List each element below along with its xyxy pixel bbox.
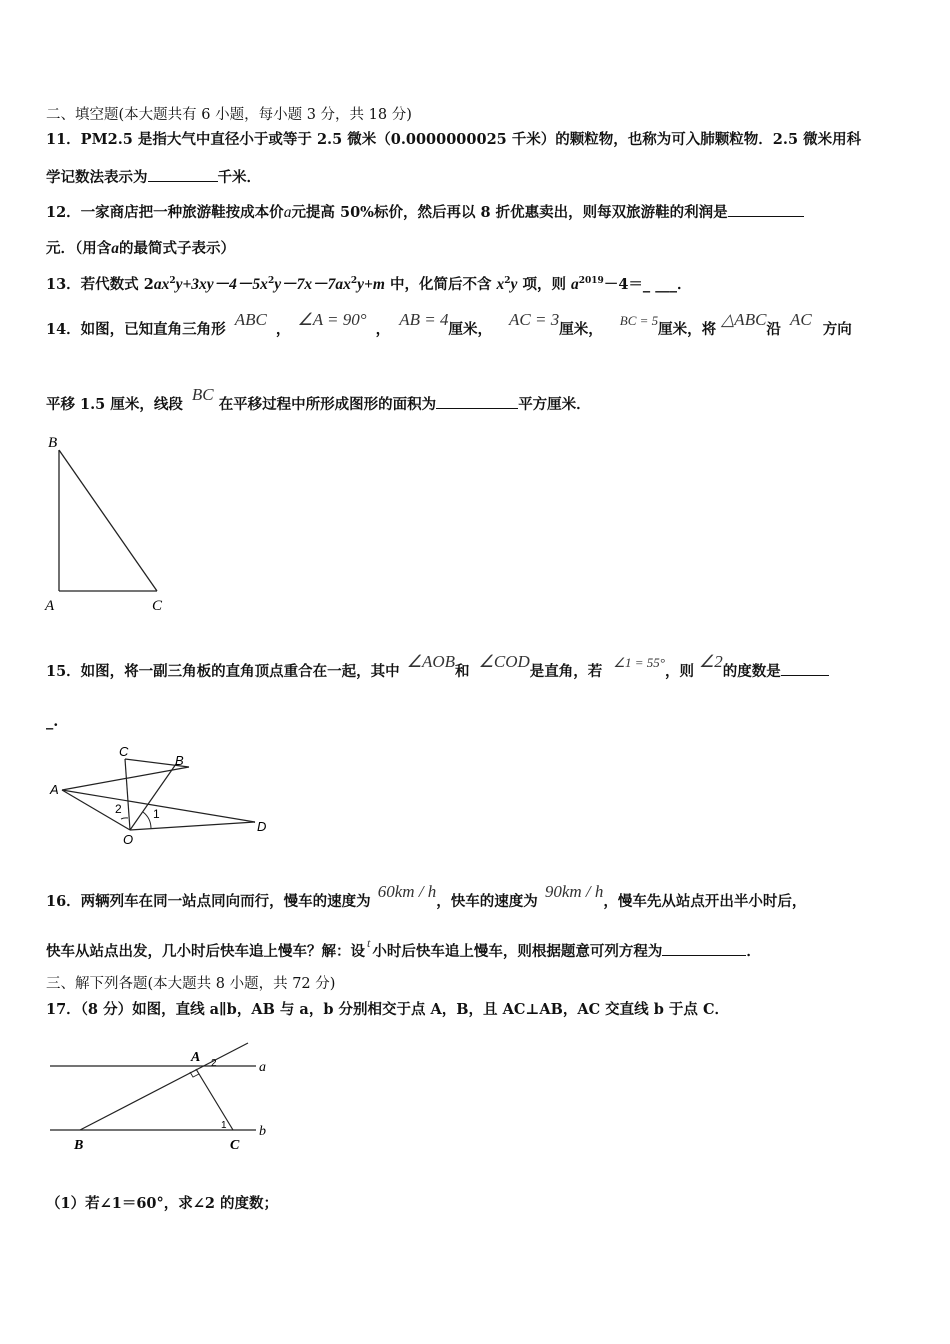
q13-y: y xyxy=(510,276,518,293)
q14-label-a: A xyxy=(45,598,55,614)
q11-unit: 千米． xyxy=(217,169,261,186)
q13-pow: 2019 xyxy=(578,276,604,287)
q12-answer-blank[interactable] xyxy=(728,202,804,217)
question-15-line2: _. xyxy=(46,713,59,730)
q14-along: 沿 xyxy=(766,321,781,338)
q16-speed-fast: 90km / h xyxy=(544,882,604,901)
q15-ray-oc xyxy=(125,759,130,830)
q15-answer-blank[interactable] xyxy=(781,661,829,676)
q11-text: 学记数法表示为 xyxy=(46,169,148,186)
q13-sup: 2 xyxy=(504,276,511,287)
q15-tail: 的度数是 xyxy=(722,663,781,680)
q13-expr1: ax xyxy=(153,276,170,293)
question-15-line1 xyxy=(46,652,829,681)
q16-text-b: 小时后快车追上慢车，则根据题意可列方程为 xyxy=(372,943,663,960)
q12-var-a2: a xyxy=(111,240,119,257)
q15-then: ，则 xyxy=(664,663,694,680)
q13-tail: 项，则 xyxy=(517,276,572,293)
q14-text-c: 平方厘米． xyxy=(518,396,591,413)
question-13 xyxy=(46,272,691,294)
q11-answer-blank[interactable] xyxy=(148,167,218,182)
q17-label-point-c: C xyxy=(230,1138,240,1153)
question-16-line1 xyxy=(46,882,807,911)
question-17-part-1: （1）若∠1＝60°，求∠2 的度数； xyxy=(46,1195,279,1212)
q16-tail: ，慢车先从站点开出半小时后， xyxy=(603,893,807,910)
q14-label-b: B xyxy=(48,435,58,451)
q17-label-angle-2: 2 xyxy=(211,1058,217,1069)
q14-triangle2: △ABC xyxy=(721,310,767,329)
q14-text-b: 在平移过程中所形成图形的面积为 xyxy=(218,396,437,413)
q13-end: －4＝_ ___． xyxy=(603,276,692,293)
q15-label-o: O xyxy=(123,832,134,847)
q13-middle: 中，化简后不含 xyxy=(384,276,497,293)
q14-triangle: ABC xyxy=(234,310,267,329)
q12-text-a: 12．一家商店把一种旅游鞋按成本价 xyxy=(46,204,284,221)
q15-label-2: 2 xyxy=(115,802,122,816)
q15-angle-2: ∠2 xyxy=(699,652,723,671)
q15-arc-2 xyxy=(121,818,128,819)
q14-text-a: 平移 1.5 厘米，线段 xyxy=(46,396,183,413)
q13-a: a xyxy=(571,276,579,293)
q12-text-c: 元．（用含 xyxy=(46,240,112,257)
q16-mid: ，快车的速度为 xyxy=(436,893,538,910)
q17-label-angle-1: 1 xyxy=(221,1120,227,1131)
section-heading-fill-blank: 二、填空题(本大题共有 6 小题，每小题 3 分，共 18 分) xyxy=(46,107,412,123)
q15-angle-cod: ∠COD xyxy=(478,652,530,671)
q14-answer-blank[interactable] xyxy=(436,394,518,409)
q14-unit-ab: 厘米， xyxy=(448,321,492,338)
question-11-line2 xyxy=(46,166,261,187)
q14-unit-bc: 厘米，将 xyxy=(658,321,717,338)
q17-label-line-a: a xyxy=(259,1060,266,1075)
q13-expr3: y－7x－7ax xyxy=(274,276,351,293)
section-heading-solve: 三、解下列各题(本大题共 8 小题，共 72 分) xyxy=(46,976,336,992)
q12-var-a: a xyxy=(283,204,292,221)
q15-and: 和 xyxy=(455,663,470,680)
q14-comma: ， xyxy=(275,321,291,338)
q13-expr2: y+3xy－4－5x xyxy=(175,276,268,293)
q16-answer-blank[interactable] xyxy=(662,941,746,956)
question-16-line2 xyxy=(46,936,761,961)
q15-angle-1: ∠1 = 55° xyxy=(613,655,665,670)
q15-angle-aob: ∠AOB xyxy=(406,652,456,671)
q14-ac: AC = 3 xyxy=(509,310,560,329)
q14-prefix: 14．如图，已知直角三角形 xyxy=(46,321,226,338)
q13-sup: 2 xyxy=(350,276,358,287)
q16-speed-slow: 60km / h xyxy=(377,882,437,901)
q14-unit-ac: 厘米， xyxy=(559,321,603,338)
q12-text-b: 元提高 50%标价，然后再以 8 折优惠卖出，则每双旅游鞋的利润是 xyxy=(291,204,728,221)
q14-bc2: BC xyxy=(191,385,214,404)
q15-prefix: 15．如图，将一副三角板的直角顶点重合在一起，其中 xyxy=(46,663,400,680)
q15-label-b: B xyxy=(175,753,184,768)
question-17: 17．（8 分）如图，直线 a∥b，AB 与 a，b 分别相交于点 A，B，且 AC⊥AB，AC 交直线 b 于点 C． xyxy=(46,1001,729,1018)
q17-label-line-b: b xyxy=(259,1124,266,1139)
question-14-line1 xyxy=(46,310,852,339)
q12-text-d: 的最简式子表示） xyxy=(119,240,235,257)
q15-label-d: D xyxy=(257,819,267,834)
q13-sup: 2 xyxy=(169,276,176,287)
q14-ab: AB = 4 xyxy=(399,310,449,329)
q14-angle-a: ∠A = 90° xyxy=(297,310,367,329)
q17-label-point-b: B xyxy=(74,1138,84,1153)
question-12-line1 xyxy=(46,201,804,222)
q15-mid: 是直角，若 xyxy=(529,663,603,680)
q16-text-c: ． xyxy=(746,943,761,960)
question-14-line2 xyxy=(46,385,591,414)
question-11-line1: 11．PM2.5 是指大气中直径小于或等于 2.5 微米（0.0000000025 千米）的颗粒物，也称为可入肺颗粒物．2.5 微米用科 xyxy=(46,131,862,148)
q17-label-point-a: A xyxy=(191,1050,201,1065)
q16-text-a: 快车从站点出发，几小时后快车追上慢车？解：设 xyxy=(46,943,365,960)
q15-label-c: C xyxy=(119,744,129,759)
q17-segment-ac xyxy=(196,1069,233,1130)
q14-label-c: C xyxy=(152,598,163,614)
question-12-line2 xyxy=(46,237,235,258)
q14-comma2: ， xyxy=(375,321,391,338)
q14-bc: BC = 5 xyxy=(619,313,659,328)
q14-triangle-figure xyxy=(40,430,180,620)
q13-x: x xyxy=(496,276,505,293)
q15-label-a: A xyxy=(50,782,59,797)
q15-arc-1 xyxy=(143,812,151,828)
q17-parallel-lines-figure xyxy=(44,1040,284,1160)
q17-line-ab xyxy=(80,1043,248,1130)
q14-ac2: AC xyxy=(789,310,812,329)
q16-var-t: t xyxy=(367,936,371,950)
q14-direction: 方向 xyxy=(822,321,852,338)
q15-ray-od xyxy=(130,822,255,830)
q15-angle-figure xyxy=(44,740,284,850)
q15-label-1: 1 xyxy=(153,807,160,821)
q13-expr4: y+m xyxy=(357,276,385,293)
q14-side-bc xyxy=(59,450,157,591)
q16-prefix: 16．两辆列车在同一站点同向而行，慢车的速度为 xyxy=(46,893,371,910)
q13-sup: 2 xyxy=(267,276,275,287)
q13-prefix: 13．若代数式 2 xyxy=(46,276,154,293)
